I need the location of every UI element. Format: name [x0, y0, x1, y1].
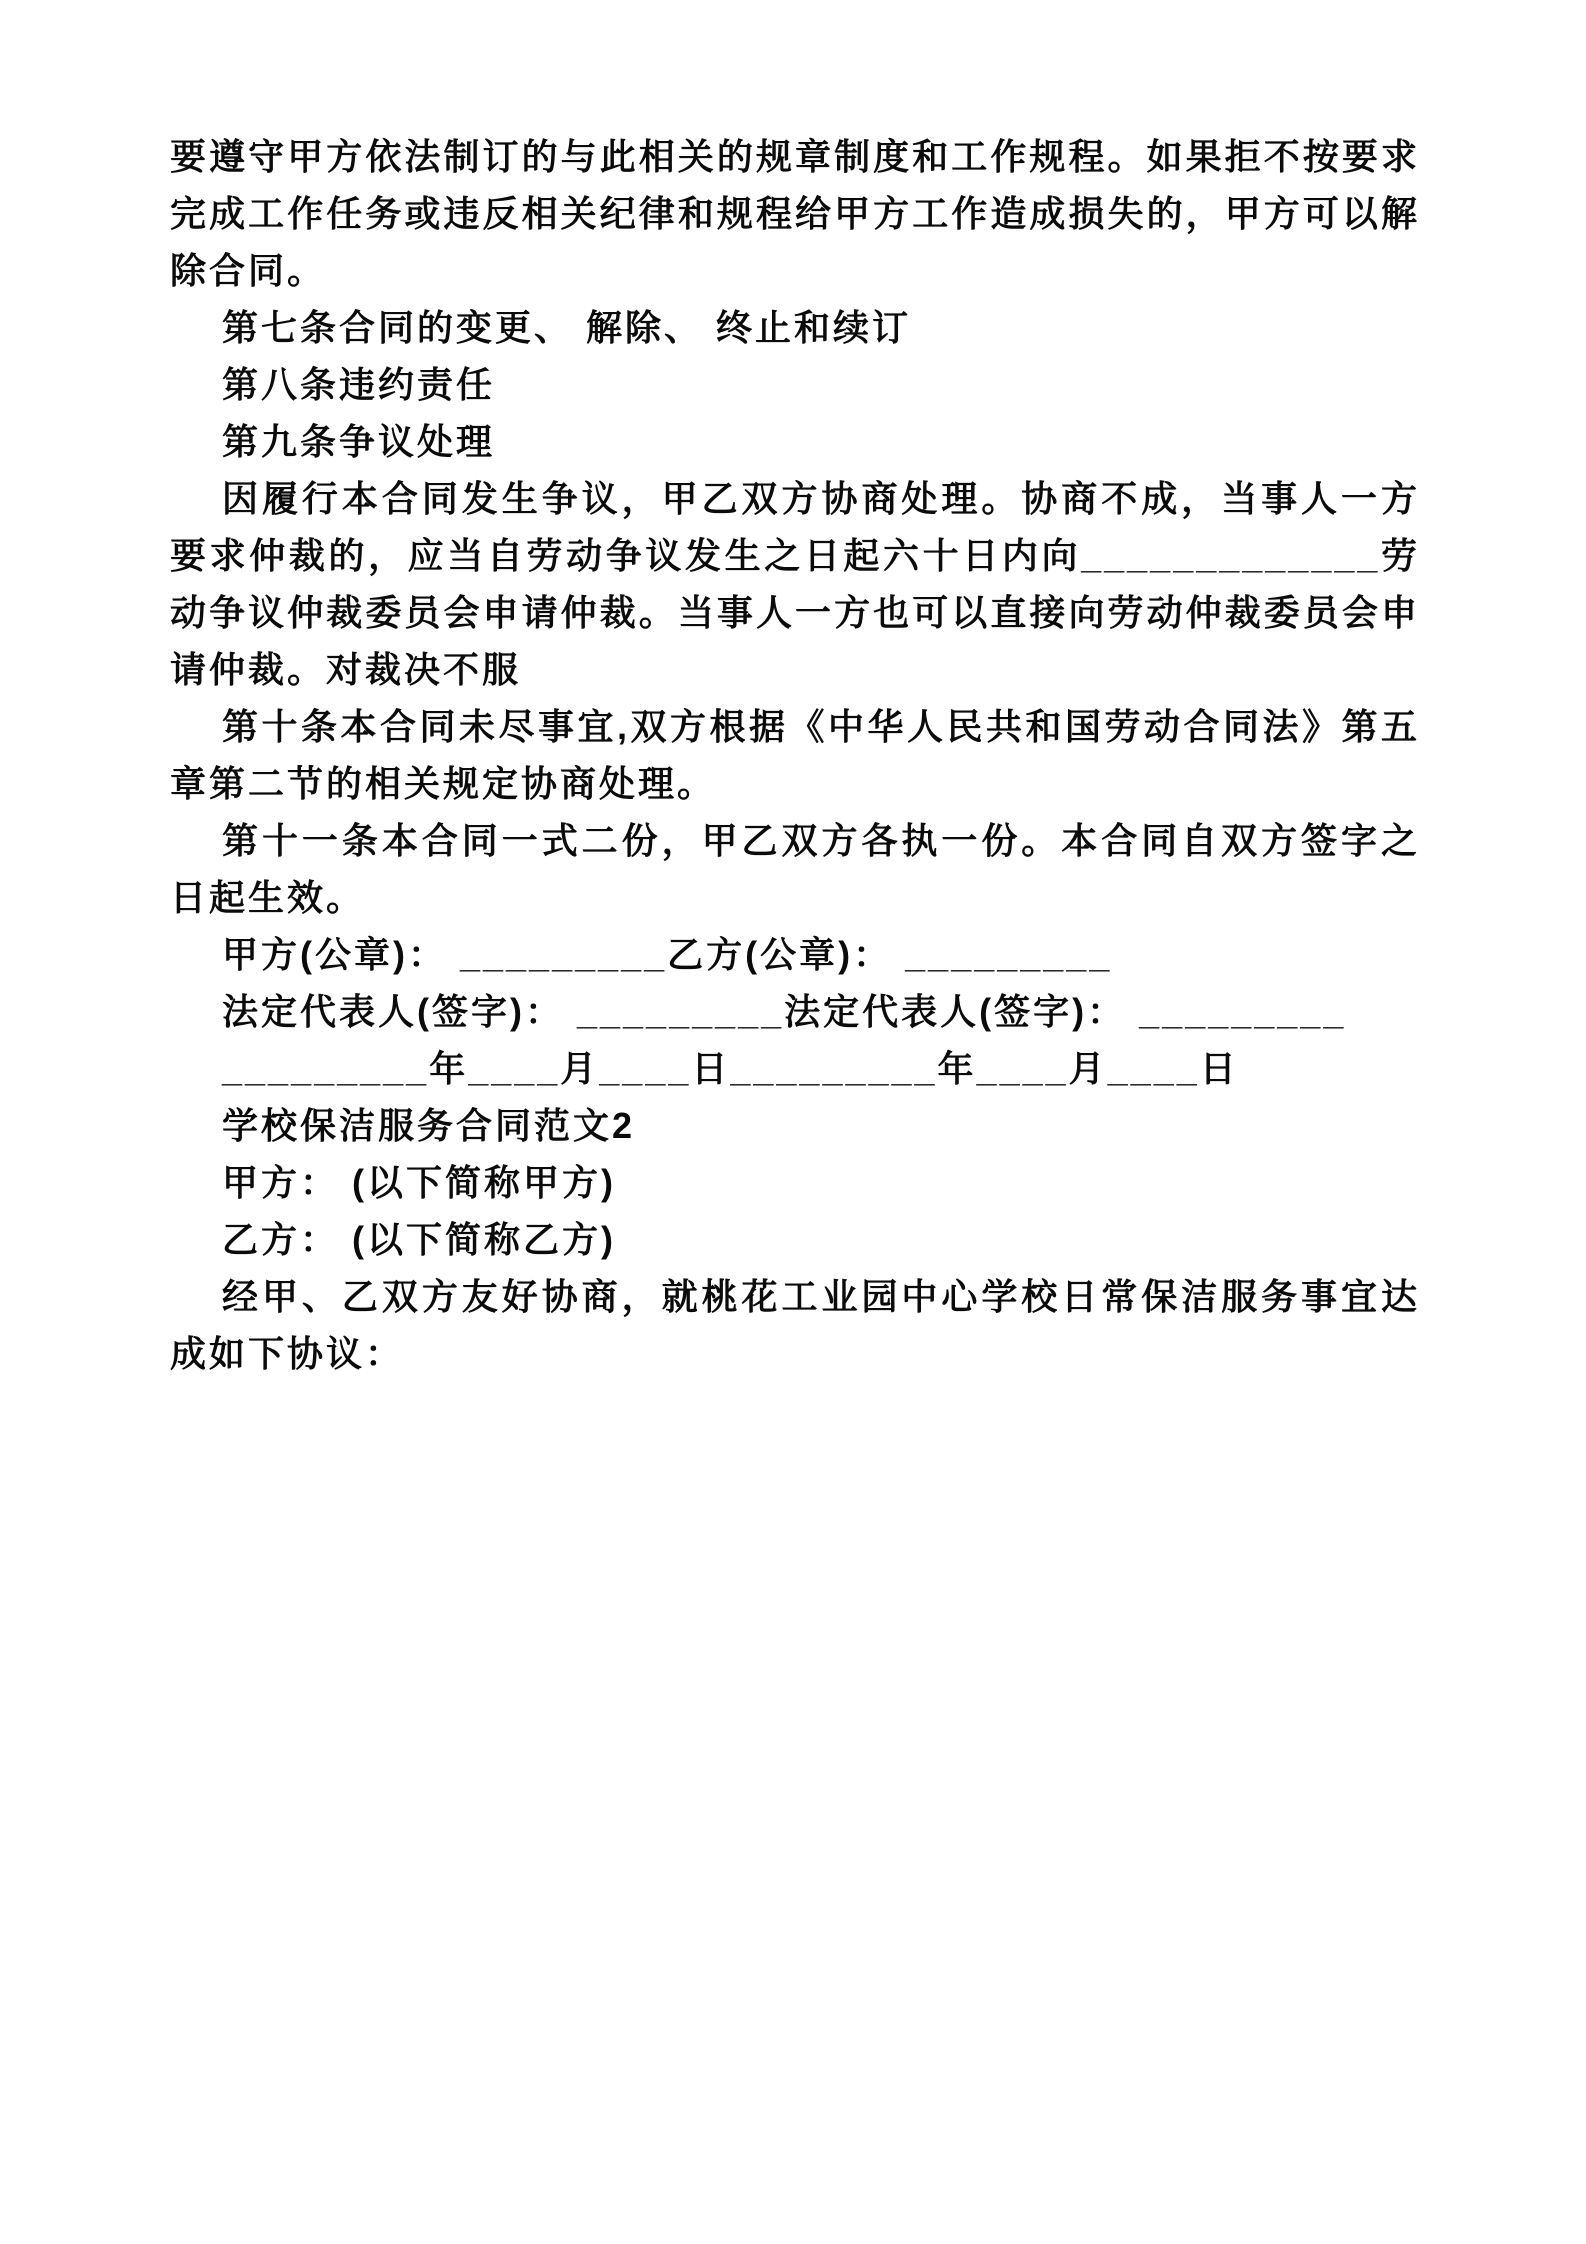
paragraph-rules-compliance-continuation: 要遵守甲方依法制订的与此相关的规章制度和工作规程。如果拒不按要求完成工作任务或违反相关纪律和规程给甲方工作造成损失的，甲方可以解除合同。: [170, 136, 1420, 291]
signature-line-seals: 甲方(公章)： _________乙方(公章)： _________: [222, 934, 1113, 975]
signature-line-representatives: 法定代表人(签字)： _________法定代表人(签字)： _________: [222, 991, 1347, 1032]
party-b-line: 乙方： (以下简称乙方): [222, 1219, 616, 1260]
paragraph-agreement-intro: 经甲、乙双方友好协商，就桃花工业园中心学校日常保洁服务事宜达成如下协议：: [170, 1276, 1420, 1374]
contract-body: [170, 128, 1420, 1382]
paragraph-clause-8-heading: 第八条违约责任: [222, 364, 496, 405]
signature-line-dates: _________年____月____日_________年____月____日: [222, 1048, 1239, 1089]
paragraph-clause-7-heading: 第七条合同的变更、 解除、 终止和续订: [222, 307, 912, 348]
paragraph-clause-9-heading: 第九条争议处理: [222, 421, 496, 462]
paragraph-clause-11: 第十一条本合同一式二份，甲乙双方各执一份。本合同自双方签字之日起生效。: [170, 820, 1420, 918]
party-a-line: 甲方： (以下简称甲方): [222, 1162, 616, 1203]
paragraph-clause-9-body: 因履行本合同发生争议，甲乙双方协商处理。协商不成，当事人一方要求仲裁的，应当自劳动争议发生之日起六十日内向_____________劳动争议仲裁委员会申请仲裁。当事人一方也可以直接向劳动仲裁委员会申请仲裁。对裁决不服: [170, 478, 1420, 690]
section-title-sample-2: 学校保洁服务合同范文2: [222, 1105, 636, 1146]
paragraph-clause-10: 第十条本合同未尽事宜,双方根据《中华人民共和国劳动合同法》第五章第二节的相关规定协商处理。: [170, 706, 1420, 804]
